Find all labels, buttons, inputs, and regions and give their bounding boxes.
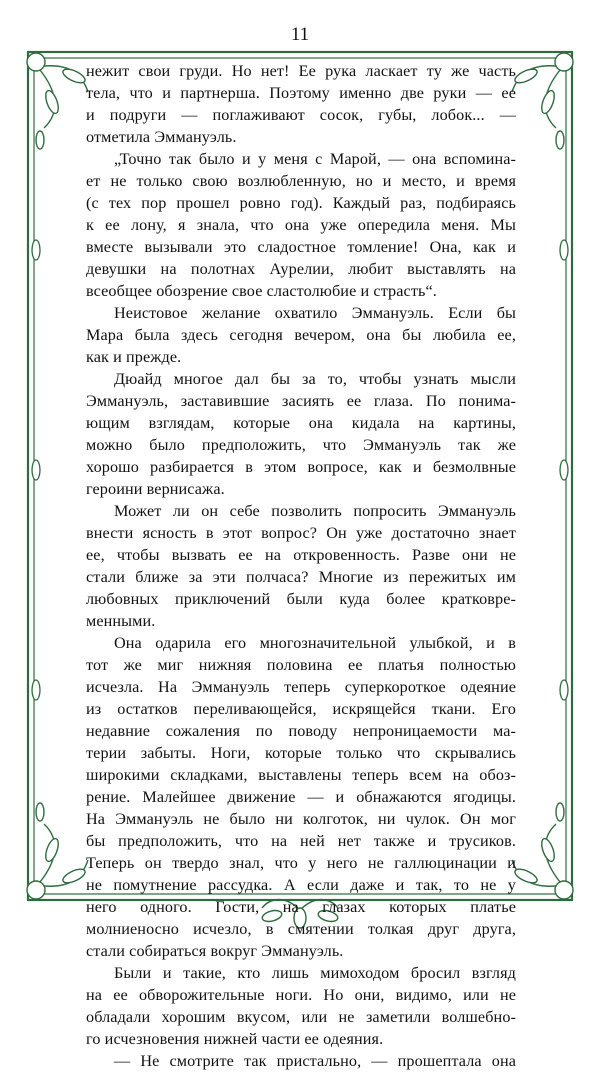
text-line: из остатков переливающейся, искрящейся ткани. Его [86, 700, 516, 718]
text-line: него одного. Гости, на глазах которых платье [86, 898, 516, 916]
text-line: На Эммануэль не было ни колготок, ни чулок. Он мог [86, 810, 516, 828]
text-line: на ее обворожительные ноги. Но они, видимо, или не [86, 986, 516, 1004]
text-line: ее, чтобы вызвать ее на откровенность. Разве они не [86, 546, 516, 564]
text-line: отметила Эммануэль. [86, 128, 237, 146]
text-line: недавние сожаления по поводу непроницаемости ма- [86, 722, 516, 740]
text-line: хорошо разбирается в этом вопросе, как и безмолвные [86, 458, 516, 476]
text-line: Она одарила его многозначительной улыбкой, и в [114, 634, 516, 652]
text-line: (с тех пор прошел ровно год). Каждый раз, подбираясь [86, 194, 516, 212]
text-line: как и прежде. [86, 348, 182, 366]
corner-ornament-top-right [512, 53, 573, 149]
text-line: любовных приключений были куда более кратковре- [86, 590, 516, 608]
text-line: не помутнение рассудка. А если даже и так, то не у [86, 876, 516, 894]
corner-ornament-bottom-left [27, 803, 88, 899]
text-line: девушки на полотнах Аурелии, любит выставлять на [86, 260, 516, 278]
corner-ornament-top-left [27, 53, 88, 149]
text-line: и подруги — поглаживают сосок, губы, лобок... — [86, 106, 516, 124]
text-line: Теперь он твердо знал, что у него не галлюцинации и [86, 854, 516, 872]
text-line: Может ли он себе позволить попросить Эммануэль [114, 502, 516, 520]
text-line: Мара была здесь сегодня вечером, она бы любила ее, [86, 326, 516, 344]
text-line: ющим взглядам, которые она кидала на картины, [86, 414, 516, 432]
text-line: тот же миг нижняя половина ее платья полностью [86, 656, 516, 674]
text-line: нежит свои груди. Но нет! Ее рука ласкает ту же часть [86, 62, 516, 80]
text-line: молниеносно исчезло, в смятении толкая друг друга, [86, 920, 516, 938]
text-line: всеобщее обозрение свое сластолюбие и страсть“. [86, 282, 437, 300]
text-line: обладали хорошим вкусом, или не заметили волшебно- [86, 1008, 516, 1026]
text-line: стали собираться вокруг Эммануэль. [86, 942, 344, 960]
text-body [86, 60, 516, 1072]
text-line: рение. Малейшее движение — и обнажаются ягодицы. [86, 788, 516, 806]
text-line: Неистовое желание охватило Эммануэль. Если бы [114, 304, 516, 322]
text-line: бы предположить, что на ней нет также и трусиков. [86, 832, 516, 850]
text-line: Были и такие, кто лишь мимоходом бросил взгляд [114, 964, 516, 982]
text-line: терии забыты. Ноги, которые только что скрывались [86, 744, 516, 762]
text-line: исчезла. На Эммануэль теперь суперкороткое одеяние [86, 678, 516, 696]
page-number: 11 [290, 24, 310, 45]
text-line: ет не только свою возлюбленную, но и место, и время [86, 172, 516, 190]
text-line: го исчезновения нижней части ее одеяния. [86, 1030, 384, 1048]
text-line: внести ясность в этот вопрос? Он уже достаточно знает [86, 524, 516, 542]
text-line: широкими складками, выставлены теперь всем на обоз- [86, 766, 516, 784]
text-line: менными. [86, 612, 156, 630]
text-line: — Не смотрите так пристально, — прошептала она [114, 1052, 516, 1070]
text-line: „Точно так было и у меня с Марой, — она вспомина- [114, 150, 516, 168]
text-line: стали ближе за эти полчаса? Многие из пережитых им [86, 568, 516, 586]
text-line: вместе вызывали это сладостное томление! Она, как и [86, 238, 516, 256]
text-line: можно было предположить, что Эммануэль так же [86, 436, 516, 454]
text-line: к ее лону, я знала, что она уже опередила меня. Мы [86, 216, 516, 234]
text-line: Эммануэль, заставившие засиять ее глаза. По понима- [86, 392, 516, 410]
text-line: героини вернисажа. [86, 480, 225, 498]
text-line: тела, что и партнерша. Поэтому именно две руки — ее [86, 84, 516, 102]
text-line: Дюайд многое дал бы за то, чтобы узнать мысли [114, 370, 516, 388]
corner-ornament-bottom-right [512, 803, 573, 899]
